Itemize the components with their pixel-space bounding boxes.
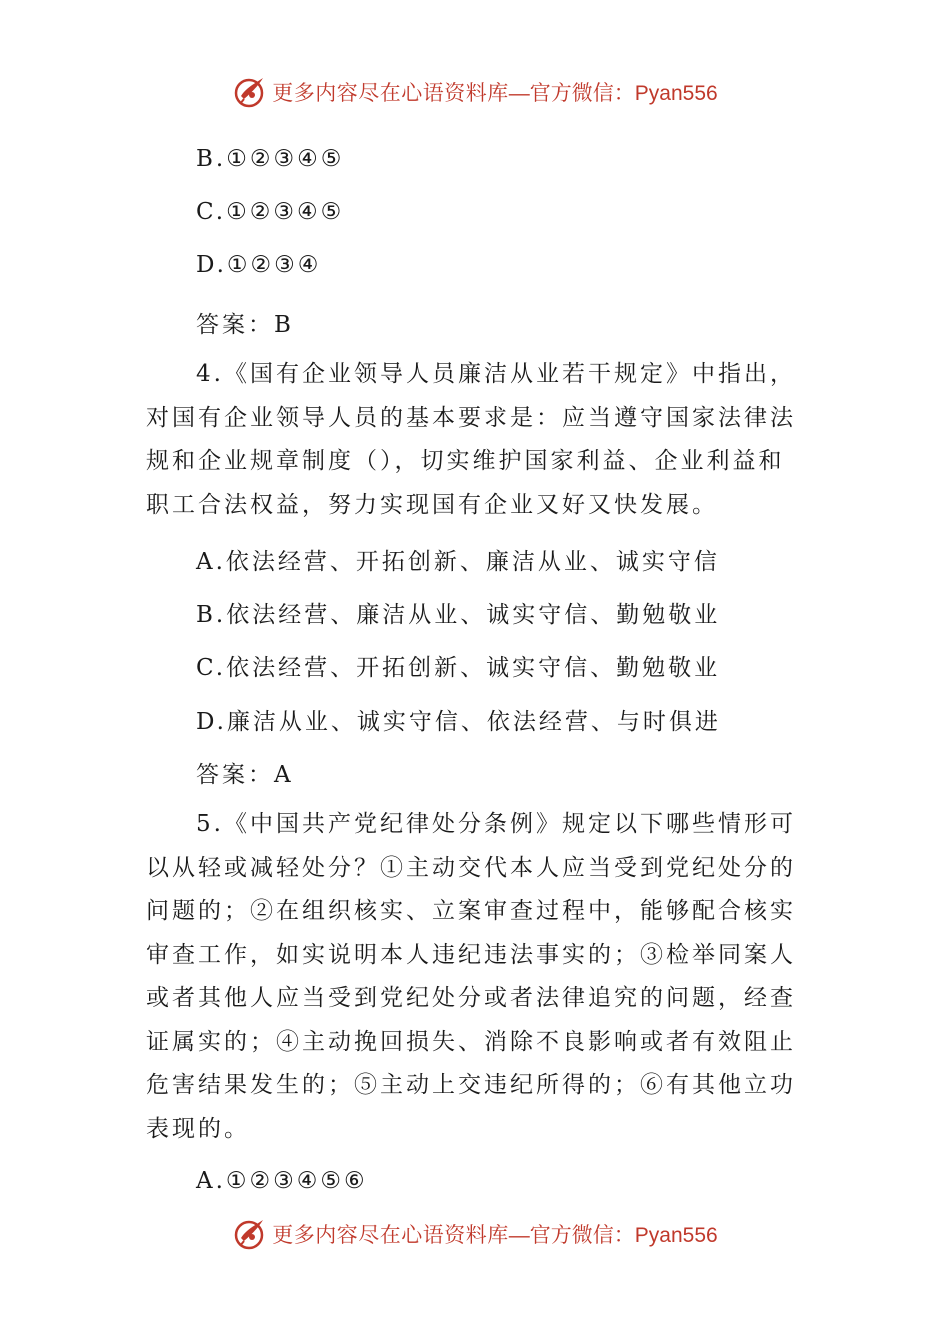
q4-option-b: B.依法经营、廉洁从业、诚实守信、勤勉敬业 bbox=[196, 602, 721, 628]
q3-option-c: C.①②③④⑤ bbox=[196, 199, 345, 225]
footer-promo-banner bbox=[0, 1214, 950, 1254]
q4-option-a: A.依法经营、开拓创新、廉洁从业、诚实守信 bbox=[196, 549, 720, 575]
promo-text: 更多内容尽在心语资料库 bbox=[272, 81, 509, 105]
quill-pen-circle-icon bbox=[232, 74, 268, 110]
q3-answer: 答案：B bbox=[196, 312, 294, 338]
q3-option-d: D.①②③④ bbox=[196, 252, 322, 278]
q4-stem: 4.《国有企业领导人员廉洁从业若干规定》中指出，对国有企业领导人员的基本要求是：应当遵守国家法律法规和企业规章制度（），切实维护国家利益、企业利益和职工合法权益，努力实现国有企业又好又快发展。 bbox=[146, 361, 796, 518]
wechat-contact: —官方微信：Pyan556 bbox=[508, 1224, 718, 1247]
q5-option-a: A.①②③④⑤⑥ bbox=[196, 1168, 368, 1194]
header-promo-banner bbox=[0, 72, 950, 112]
promo-text: 更多内容尽在心语资料库 bbox=[272, 1223, 509, 1247]
wechat-contact: —官方微信：Pyan556 bbox=[508, 82, 718, 105]
q4-option-c: C.依法经营、开拓创新、诚实守信、勤勉敬业 bbox=[196, 655, 721, 681]
q3-option-b: B.①②③④⑤ bbox=[196, 146, 345, 172]
q5-stem: 5.《中国共产党纪律处分条例》规定以下哪些情形可以从轻或减轻处分？①主动交代本人应当受到党纪处分的问题的；②在组织核实、立案审查过程中，能够配合核实审查工作，如实说明本人违纪违法事实的；③检举同案人或者其他人应当受到党纪处分或者法律追究的问题，经查证属实的；④主动挽回损失、消除不良影响或者有效阻止危害结果发生的；⑤主动上交违纪所得的；⑥有其他立功表现的。 bbox=[146, 811, 796, 1142]
q4-answer: 答案：A bbox=[196, 762, 294, 788]
quill-pen-circle-icon bbox=[232, 1216, 268, 1252]
q4-option-d: D.廉洁从业、诚实守信、依法经营、与时俱进 bbox=[196, 709, 721, 735]
